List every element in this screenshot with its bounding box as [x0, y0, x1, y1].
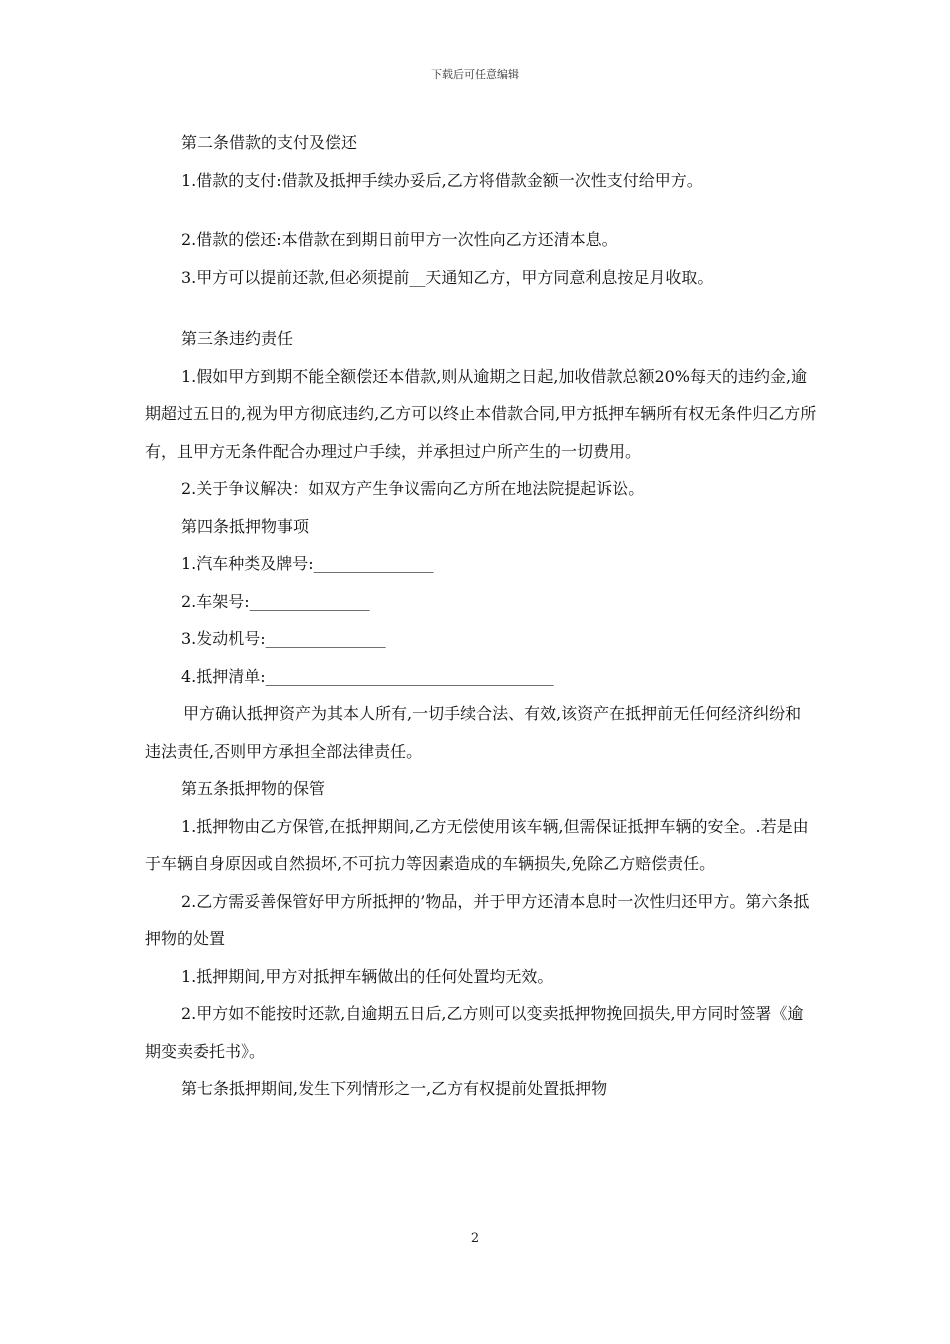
article-4-item-3: 3.发动机号:_______________: [181, 629, 386, 648]
article-3-clause-2: 2.关于争议解决：如双方产生争议需向乙方所在地法院提起诉讼。: [181, 479, 645, 498]
article-4-heading: 第四条抵押物事项: [181, 516, 310, 536]
document-body: [145, 124, 817, 1108]
article-4-statement: 甲方确认抵押资产为其本人所有,一切手续合法、有效,该资产在抵押前无任何经济纠纷和违法责任,否则甲方承担全部法律责任。: [145, 704, 802, 761]
article-5-heading: 第五条抵押物的保管: [181, 779, 326, 798]
spacer: [145, 296, 817, 320]
article-2-clause-2: 2.借款的偿还:本借款在到期日前甲方一次性向乙方还清本息。: [181, 230, 618, 249]
article-2-heading: 第二条借款的支付及偿还: [181, 133, 358, 152]
article-6-clause-2: 2.甲方如不能按时还款,自逾期五日后,乙方则可以变卖抵押物挽回损失,甲方同时签署《逾期变卖委托书》。: [145, 1004, 804, 1061]
article-5-clause-1: 1.抵押物由乙方保管,在抵押期间,乙方无偿使用该车辆,但需保证抵押车辆的安全。.若是由于车辆自身原因或自然损坏,不可抗力等因素造成的车辆损失,免除乙方赔偿责任。: [145, 816, 809, 873]
page-number: 2: [470, 1231, 480, 1246]
article-2-clause-3: 3.甲方可以提前还款,但必须提前__天通知乙方，甲方同意利息按足月收取。: [181, 267, 714, 287]
article-4-item-1: 1.汽车种类及牌号:_______________: [181, 554, 434, 573]
article-2-clause-1: 1.借款的支付:借款及抵押手续办妥后,乙方将借款金额一次性支付给甲方。: [181, 170, 703, 190]
article-4-item-4: 4.抵押清单:____________________________________: [181, 666, 554, 686]
article-4-item-2: 2.车架号:_______________: [181, 591, 370, 611]
spacer: [145, 199, 817, 221]
article-7-heading: 第七条抵押期间,发生下列情形之一,乙方有权提前处置抵押物: [181, 1079, 608, 1098]
article-6-clause-1: 1.抵押期间,甲方对抵押车辆做出的任何处置均无效。: [181, 966, 554, 986]
article-5-clause-2: 2.乙方需妥善保管好甲方所抵押的’物品，并于甲方还清本息时一次性归还甲方。第六条抵押物的处置: [145, 891, 810, 948]
page-header: 下载后可任意编辑: [431, 68, 519, 81]
article-3-clause-1: 1.假如甲方到期不能全额偿还本借款,则从逾期之日起,加收借款总额20%每天的违约金,逾期超过五日的,视为甲方彻底违约,乙方可以终止本借款合同,甲方抵押车辆所有权无条件归乙方所有，且甲方无条件配合办理过户手续，并承担过户所产生的一切费用。: [145, 366, 817, 461]
article-3-heading: 第三条违约责任: [181, 329, 294, 348]
